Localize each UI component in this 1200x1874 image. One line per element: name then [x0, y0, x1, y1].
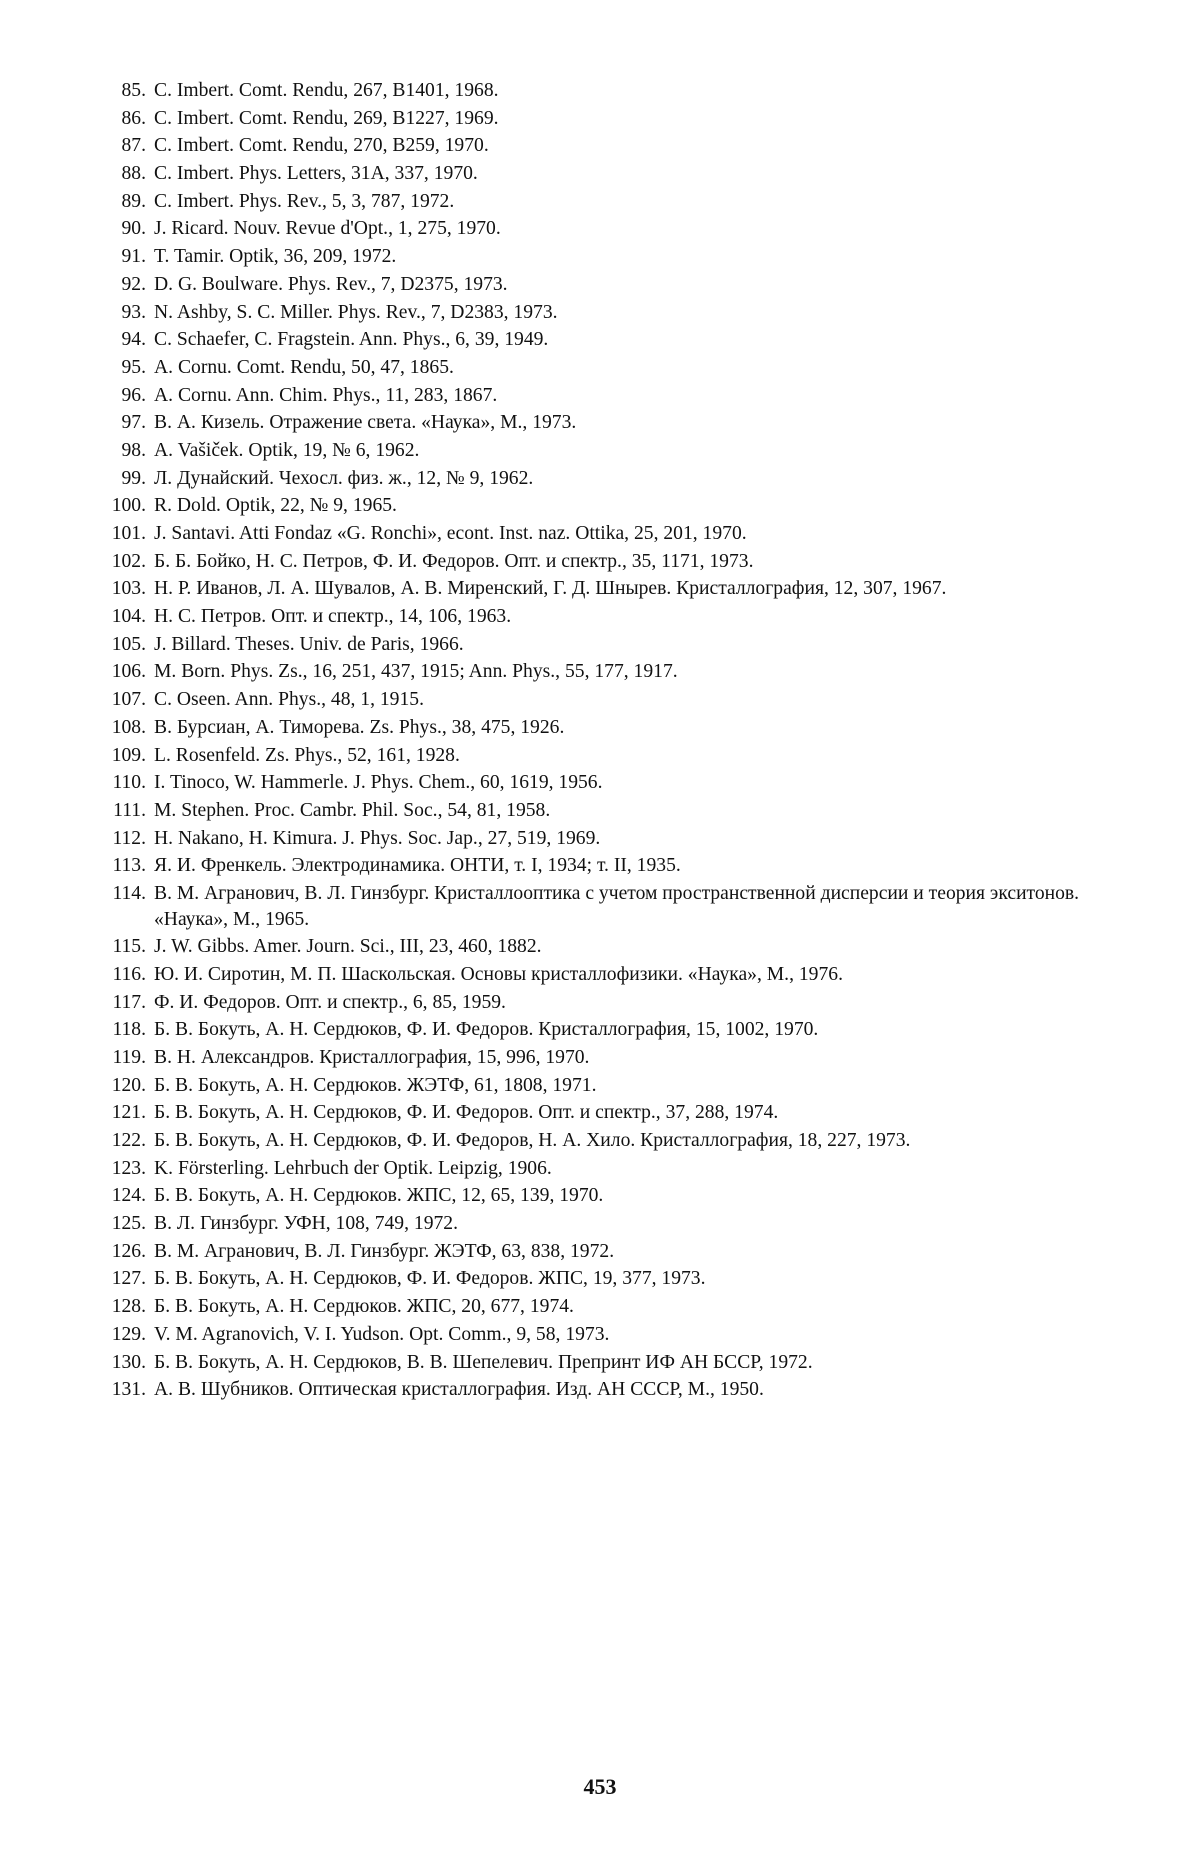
- reference-number: 92.: [121, 273, 146, 295]
- reference-text: Б. В. Бокуть, А. Н. Сердюков, Ф. И. Федоров. Кристаллография, 15, 1002, 1970.: [154, 1019, 819, 1041]
- reference-entry: [88, 604, 1128, 630]
- reference-entry: [88, 244, 1128, 270]
- reference-entry: [88, 78, 1128, 104]
- reference-text: А. В. Шубников. Оптическая кристаллография. Изд. АН СССР, М., 1950.: [154, 1379, 764, 1401]
- reference-entry: [88, 300, 1128, 326]
- reference-text: L. Rosenfeld. Zs. Phys., 52, 161, 1928.: [154, 744, 460, 766]
- reference-number: 95.: [121, 356, 146, 378]
- reference-number: 109.: [111, 744, 146, 766]
- reference-text: T. Tamir. Optik, 36, 209, 1972.: [154, 246, 397, 268]
- reference-text: В. Л. Гинзбург. УФН, 108, 749, 1972.: [154, 1213, 458, 1235]
- reference-text: C. Oseen. Ann. Phys., 48, 1, 1915.: [154, 689, 424, 711]
- reference-number: 89.: [121, 190, 146, 212]
- reference-entry: [88, 1045, 1128, 1071]
- reference-number: 114.: [112, 882, 146, 904]
- reference-entry: [88, 990, 1128, 1016]
- reference-text: Б. В. Бокуть, А. Н. Сердюков. ЖПС, 20, 677, 1974.: [154, 1296, 574, 1318]
- reference-text: C. Imbert. Phys. Letters, 31A, 337, 1970.: [154, 163, 478, 185]
- reference-number: 127.: [111, 1268, 146, 1290]
- reference-entry: [88, 934, 1128, 960]
- reference-number: 91.: [121, 246, 146, 268]
- reference-text: В. М. Агранович, В. Л. Гинзбург. ЖЭТФ, 63, 838, 1972.: [154, 1240, 615, 1262]
- reference-entry: [88, 1017, 1128, 1043]
- reference-entry: [88, 1350, 1128, 1376]
- reference-text: Б. В. Бокуть, А. Н. Сердюков, Ф. И. Федоров. Опт. и спектр., 37, 288, 1974.: [154, 1102, 779, 1124]
- reference-text: Н. Р. Иванов, Л. А. Шувалов, А. В. Миренский, Г. Д. Шнырев. Кристаллография, 12, 307, 1967.: [154, 578, 947, 600]
- reference-number: 97.: [121, 412, 146, 434]
- reference-entry: [88, 466, 1128, 492]
- reference-number: 104.: [111, 606, 146, 628]
- reference-text: A. Vašiček. Optik, 19, № 6, 1962.: [154, 439, 420, 461]
- reference-text: M. Born. Phys. Zs., 16, 251, 437, 1915; Ann. Phys., 55, 177, 1917.: [154, 661, 678, 683]
- reference-entry: [88, 659, 1128, 685]
- reference-entry: [88, 1156, 1128, 1182]
- reference-text: C. Imbert. Phys. Rev., 5, 3, 787, 1972.: [154, 190, 455, 212]
- reference-text: J. Billard. Theses. Univ. de Paris, 1966.: [154, 633, 464, 655]
- reference-number: 124.: [111, 1185, 146, 1207]
- reference-text: I. Tinoco, W. Hammerle. J. Phys. Chem., 60, 1619, 1956.: [154, 772, 603, 794]
- reference-text: C. Imbert. Comt. Rendu, 267, B1401, 1968.: [154, 80, 499, 101]
- reference-text: K. Försterling. Lehrbuch der Optik. Leipzig, 1906.: [154, 1157, 552, 1179]
- reference-entry: [88, 1073, 1128, 1099]
- reference-number: 96.: [121, 384, 146, 406]
- reference-number: 123.: [111, 1157, 146, 1179]
- reference-entry: [88, 687, 1128, 713]
- reference-entry: [88, 576, 1128, 602]
- reference-text: В. Бурсиан, А. Тиморева. Zs. Phys., 38, 475, 1926.: [154, 716, 565, 738]
- reference-entry: [88, 383, 1128, 409]
- reference-text: Н. С. Петров. Опт. и спектр., 14, 106, 1963.: [154, 606, 512, 628]
- reference-text: A. Cornu. Ann. Chim. Phys., 11, 283, 1867.: [154, 384, 498, 406]
- reference-number: 131.: [111, 1379, 146, 1401]
- reference-entry: [88, 962, 1128, 988]
- reference-entry: [88, 355, 1128, 381]
- reference-text: C. Imbert. Comt. Rendu, 270, B259, 1970.: [154, 135, 489, 157]
- reference-text: Б. В. Бокуть, А. Н. Сердюков, Ф. И. Федоров, Н. А. Хило. Кристаллография, 18, 227, 1973.: [154, 1130, 911, 1152]
- reference-entry: [88, 798, 1128, 824]
- reference-text: В. М. Агранович, В. Л. Гинзбург. Кристаллооптика с учетом пространственной дисперсии и теория экситонов. «Наука», М., 1965.: [154, 882, 1080, 930]
- reference-text: В. А. Кизель. Отражение света. «Наука», М., 1973.: [154, 412, 577, 434]
- reference-number: 130.: [111, 1351, 146, 1373]
- reference-entry: [88, 881, 1128, 932]
- reference-text: J. Ricard. Nouv. Revue d'Opt., 1, 275, 1970.: [154, 218, 501, 240]
- reference-text: В. Н. Александров. Кристаллография, 15, 996, 1970.: [154, 1046, 590, 1068]
- reference-entry: [88, 1239, 1128, 1265]
- reference-number: 128.: [111, 1296, 146, 1318]
- reference-number: 106.: [111, 661, 146, 683]
- reference-entry: [88, 715, 1128, 741]
- reference-entry: [88, 826, 1128, 852]
- reference-number: 93.: [121, 301, 146, 323]
- reference-text: Б. В. Бокуть, А. Н. Сердюков, В. В. Шепелевич. Препринт ИФ АН БССР, 1972.: [154, 1351, 813, 1373]
- reference-list: [88, 78, 1128, 1403]
- reference-number: 111.: [113, 799, 146, 821]
- reference-number: 115.: [112, 936, 146, 958]
- reference-number: 112.: [112, 827, 146, 849]
- reference-text: J. Santavi. Atti Fondaz «G. Ronchi», econt. Inst. naz. Ottika, 25, 201, 1970.: [154, 523, 747, 544]
- reference-number: 113.: [112, 855, 146, 877]
- reference-number: 88.: [121, 163, 146, 185]
- reference-number: 126.: [111, 1240, 146, 1262]
- reference-number: 105.: [111, 633, 146, 655]
- reference-number: 94.: [121, 329, 146, 351]
- reference-number: 110.: [112, 772, 146, 794]
- reference-text: D. G. Boulware. Phys. Rev., 7, D2375, 1973.: [154, 273, 508, 295]
- reference-entry: [88, 133, 1128, 159]
- reference-entry: [88, 272, 1128, 298]
- reference-text: Ю. И. Сиротин, М. П. Шаскольская. Основы кристаллофизики. «Наука», М., 1976.: [154, 963, 843, 985]
- reference-entry: [88, 770, 1128, 796]
- reference-number: 86.: [121, 107, 146, 129]
- reference-text: M. Stephen. Proc. Cambr. Phil. Soc., 54, 81, 1958.: [154, 799, 551, 821]
- reference-entry: [88, 216, 1128, 242]
- reference-entry: [88, 853, 1128, 879]
- reference-entry: [88, 1377, 1128, 1403]
- reference-text: Я. И. Френкель. Электродинамика. ОНТИ, т. I, 1934; т. II, 1935.: [154, 855, 681, 877]
- reference-text: R. Dold. Optik, 22, № 9, 1965.: [154, 495, 397, 517]
- reference-entry: [88, 438, 1128, 464]
- reference-number: 98.: [121, 439, 146, 461]
- reference-number: 121.: [111, 1102, 146, 1124]
- reference-entry: [88, 1266, 1128, 1292]
- reference-text: J. W. Gibbs. Amer. Journ. Sci., III, 23, 460, 1882.: [154, 936, 542, 958]
- reference-text: C. Schaefer, C. Fragstein. Ann. Phys., 6, 39, 1949.: [154, 329, 549, 351]
- reference-text: A. Cornu. Comt. Rendu, 50, 47, 1865.: [154, 356, 454, 378]
- reference-number: 108.: [111, 716, 146, 738]
- reference-number: 116.: [112, 963, 146, 985]
- reference-entry: [88, 1128, 1128, 1154]
- reference-entry: [88, 1211, 1128, 1237]
- reference-entry: [88, 549, 1128, 575]
- reference-number: 100.: [111, 495, 146, 517]
- reference-text: Б. В. Бокуть, А. Н. Сердюков. ЖПС, 12, 65, 139, 1970.: [154, 1185, 604, 1207]
- reference-text: Л. Дунайский. Чехосл. физ. ж., 12, № 9, 1962.: [154, 467, 534, 489]
- reference-entry: [88, 521, 1128, 547]
- reference-number: 85.: [121, 80, 146, 101]
- reference-entry: [88, 189, 1128, 215]
- reference-text: Ф. И. Федоров. Опт. и спектр., 6, 85, 1959.: [154, 991, 506, 1013]
- reference-number: 118.: [112, 1019, 146, 1041]
- reference-number: 90.: [121, 218, 146, 240]
- reference-number: 101.: [111, 523, 146, 544]
- reference-entry: [88, 1100, 1128, 1126]
- reference-number: 119.: [112, 1046, 146, 1068]
- reference-entry: [88, 410, 1128, 436]
- reference-entry: [88, 106, 1128, 132]
- reference-number: 87.: [121, 135, 146, 157]
- reference-text: Б. В. Бокуть, А. Н. Сердюков. ЖЭТФ, 61, 1808, 1971.: [154, 1074, 597, 1096]
- reference-text: C. Imbert. Comt. Rendu, 269, B1227, 1969.: [154, 107, 499, 129]
- reference-entry: [88, 1322, 1128, 1348]
- reference-number: 122.: [111, 1130, 146, 1152]
- reference-entry: [88, 493, 1128, 519]
- reference-number: 107.: [111, 689, 146, 711]
- reference-text: Б. Б. Бойко, Н. С. Петров, Ф. И. Федоров. Опт. и спектр., 35, 1171, 1973.: [154, 550, 754, 572]
- reference-entry: [88, 743, 1128, 769]
- reference-number: 102.: [111, 550, 146, 572]
- reference-number: 99.: [121, 467, 146, 489]
- reference-entry: [88, 161, 1128, 187]
- reference-text: Б. В. Бокуть, А. Н. Сердюков, Ф. И. Федоров. ЖПС, 19, 377, 1973.: [154, 1268, 706, 1290]
- reference-number: 129.: [111, 1323, 146, 1345]
- reference-text: V. M. Agranovich, V. I. Yudson. Opt. Comm., 9, 58, 1973.: [154, 1323, 610, 1345]
- reference-text: N. Ashby, S. C. Miller. Phys. Rev., 7, D2383, 1973.: [154, 301, 558, 323]
- reference-entry: [88, 1183, 1128, 1209]
- reference-number: 120.: [111, 1074, 146, 1096]
- reference-entry: [88, 1294, 1128, 1320]
- reference-entry: [88, 632, 1128, 658]
- reference-entry: [88, 327, 1128, 353]
- reference-page: [88, 78, 1128, 1405]
- reference-number: 125.: [111, 1213, 146, 1235]
- reference-number: 117.: [112, 991, 146, 1013]
- page-number: 453: [583, 1774, 617, 1799]
- reference-number: 103.: [111, 578, 146, 600]
- reference-text: H. Nakano, H. Kimura. J. Phys. Soc. Jap., 27, 519, 1969.: [154, 827, 601, 849]
